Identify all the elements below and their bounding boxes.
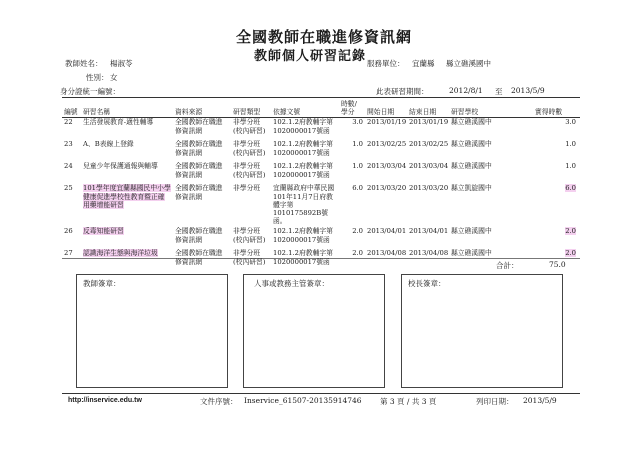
cell-no-text: 23: [64, 140, 73, 149]
cell-end: [407, 225, 449, 247]
cell-no: [62, 116, 81, 138]
cell-start: [365, 160, 407, 182]
service-unit-school: 縣立礁溪國中: [446, 59, 491, 68]
cell-doc: [271, 225, 339, 247]
cell-doc-text: 102.1.2府教輔字第1020000017號函: [273, 162, 333, 179]
cell-school-text: 縣立礁溪國中: [451, 140, 492, 149]
cell-earned-text: 1.0: [565, 140, 576, 149]
cell-source: [173, 116, 231, 138]
cell-start: [365, 247, 407, 269]
col-header-school: 研習學校: [451, 108, 479, 117]
cell-type-text: 非學分班: [233, 184, 261, 193]
table-row: [62, 116, 578, 138]
cell-start-text: 2013/03/20: [367, 184, 407, 193]
cell-end: [407, 247, 449, 269]
cell-type: [231, 225, 271, 247]
cell-end-text: 2013/03/20: [409, 184, 449, 193]
gender-label: 性別：: [86, 73, 109, 82]
cell-no: [62, 225, 81, 247]
print-date-label: 列印日期：: [476, 397, 514, 406]
cell-doc: [271, 138, 339, 160]
cell-type-text: 非學分班(校內研習): [233, 249, 266, 266]
col-header-name: 研習名稱: [83, 108, 111, 117]
cell-school-text: 縣立礁溪國中: [451, 249, 492, 258]
cell-school: [449, 247, 533, 269]
cell-name: [81, 182, 173, 225]
table-row: [62, 138, 578, 160]
cell-school: [449, 225, 533, 247]
cell-name-text: 生活發展教育-適性輔導: [83, 118, 154, 127]
cell-source-text: 全國教師在職進修資訊網: [175, 162, 223, 179]
cell-hours: [339, 138, 365, 160]
cell-type-text: 非學分班(校內研習): [233, 162, 266, 179]
footer-rule: [62, 393, 580, 394]
cell-source-text: 全國教師在職進修資訊網: [175, 227, 223, 244]
teacher-signature-label: 教師簽章：: [83, 279, 121, 288]
total-value: 75.0: [549, 260, 566, 269]
col-header-no: 編號: [64, 108, 78, 117]
doc-serial-number: Inservice_61507-20135914746: [244, 396, 362, 405]
cell-hours-text: 1.0: [352, 140, 363, 149]
cell-source: [173, 138, 231, 160]
col-header-end: 結束日期: [409, 108, 437, 117]
cell-hours: [339, 160, 365, 182]
cell-no: [62, 247, 81, 269]
cell-school: [449, 116, 533, 138]
cell-start-text: 2013/02/25: [367, 140, 407, 149]
cell-earned: [533, 182, 578, 225]
supervisor-signature-label: 人事或教務主管簽章：: [254, 279, 329, 288]
cell-doc: [271, 247, 339, 269]
cell-earned-text: 6.0: [565, 184, 576, 193]
cell-name-text: 認識海洋生態與海洋垃圾: [83, 249, 158, 258]
cell-end: [407, 160, 449, 182]
service-unit-county: 宜蘭縣: [412, 59, 435, 68]
cell-type-text: 非學分班(校內研習): [233, 140, 266, 157]
cell-no-text: 26: [64, 227, 73, 236]
gender-value: 女: [110, 73, 118, 82]
cell-doc-text: 102.1.2府教輔字第1020000017號函: [273, 227, 333, 244]
cell-start: [365, 225, 407, 247]
cell-source-text: 全國教師在職進修資訊網: [175, 118, 223, 135]
cell-doc: [271, 116, 339, 138]
principal-signature-box: [401, 274, 563, 388]
cell-name: [81, 160, 173, 182]
cell-doc: [271, 182, 339, 225]
cell-hours: [339, 247, 365, 269]
cell-name-text: 反毒知能研習: [83, 227, 124, 236]
cell-doc: [271, 160, 339, 182]
cell-hours-text: 3.0: [352, 118, 363, 127]
cell-end: [407, 116, 449, 138]
cell-source: [173, 160, 231, 182]
col-header-earned: 實得時數: [535, 108, 563, 117]
cell-earned-text: 1.0: [565, 162, 576, 171]
table-row: [62, 225, 578, 247]
cell-name: [81, 116, 173, 138]
cell-end-text: 2013/04/01: [409, 227, 449, 236]
principal-signature-label: 校長簽章：: [408, 279, 446, 288]
cell-type-text: 非學分班(校內研習): [233, 227, 266, 244]
cell-source: [173, 247, 231, 269]
cell-start-text: 2013/04/08: [367, 249, 407, 258]
records-table: [62, 100, 578, 269]
cell-name: [81, 225, 173, 247]
cell-no-text: 27: [64, 249, 73, 258]
cell-source-text: 全國教師在職進修資訊網: [175, 249, 223, 266]
cell-end-text: 2013/04/08: [409, 249, 449, 258]
teacher-name: 楊淑苓: [110, 59, 133, 68]
cell-name-text: 101學年度宜蘭縣國民中小學健康促進學校性教育暨正確用藥增能研習: [83, 184, 171, 209]
cell-source: [173, 225, 231, 247]
cell-doc-text: 102.1.2府教輔字第1020000017號函: [273, 249, 333, 266]
table-header-row: [62, 100, 578, 116]
cell-hours-text: 6.0: [352, 184, 363, 193]
cell-no-text: 25: [64, 184, 73, 193]
supervisor-signature-box: [243, 274, 385, 388]
cell-type: [231, 116, 271, 138]
cell-school-text: 縣立凱旋國中: [451, 184, 492, 193]
cell-school: [449, 138, 533, 160]
table-top-rule: [62, 97, 580, 98]
cell-hours-text: 2.0: [352, 227, 363, 236]
cell-type: [231, 182, 271, 225]
service-unit-label: 服務單位：: [367, 59, 405, 68]
cell-hours: [339, 116, 365, 138]
cell-name-text: 兒童少年保護通報與輔導: [83, 162, 158, 171]
cell-doc-text: 102.1.2府教輔字第1020000017號函: [273, 140, 333, 157]
cell-earned: [533, 138, 578, 160]
cell-no: [62, 182, 81, 225]
cell-school-text: 縣立礁溪國中: [451, 118, 492, 127]
cell-earned-text: 3.0: [565, 118, 576, 127]
period-to: 至: [495, 87, 503, 96]
cell-earned-text: 2.0: [565, 249, 576, 258]
cell-earned: [533, 160, 578, 182]
cell-hours-text: 1.0: [352, 162, 363, 171]
page-indicator: 第 3 頁 / 共 3 頁: [380, 397, 437, 406]
cell-start: [365, 138, 407, 160]
col-header-doc: 依據文號: [273, 108, 301, 117]
cell-type-text: 非學分班(校內研習): [233, 118, 266, 135]
col-header-start: 開始日期: [367, 108, 395, 117]
cell-end: [407, 182, 449, 225]
cell-type: [231, 160, 271, 182]
col-header-source: 資料來源: [175, 108, 203, 117]
cell-type: [231, 247, 271, 269]
print-date: 2013/5/9: [523, 396, 557, 405]
cell-start-text: 2013/01/19: [367, 118, 407, 127]
teacher-signature-box: [76, 274, 228, 388]
period-label: 此表研習期間：: [376, 87, 429, 96]
cell-hours: [339, 182, 365, 225]
cell-school: [449, 182, 533, 225]
cell-school-text: 縣立礁溪國中: [451, 162, 492, 171]
cell-earned-text: 2.0: [565, 227, 576, 236]
doc-serial-label: 文件序號：: [200, 397, 238, 406]
period-start: 2012/8/1: [449, 86, 483, 95]
cell-start-text: 2013/04/01: [367, 227, 407, 236]
cell-no: [62, 160, 81, 182]
period-end: 2013/5/9: [511, 86, 545, 95]
site-url: http://inservice.edu.tw: [68, 397, 142, 404]
cell-no: [62, 138, 81, 160]
cell-name: [81, 138, 173, 160]
cell-end: [407, 138, 449, 160]
cell-type: [231, 138, 271, 160]
id-number-label: 身分證統一編號：: [60, 87, 120, 96]
col-header-hours: 時數/學分: [341, 100, 357, 117]
cell-earned: [533, 225, 578, 247]
cell-end-text: 2013/01/19: [409, 118, 449, 127]
cell-source-text: 全國教師在職進修資訊網: [175, 140, 223, 157]
cell-name: [81, 247, 173, 269]
col-header-type: 研習類型: [233, 108, 261, 117]
cell-earned: [533, 116, 578, 138]
document-title: 全國教師在職進修資訊網: [236, 28, 413, 46]
cell-end-text: 2013/02/25: [409, 140, 449, 149]
cell-school: [449, 160, 533, 182]
cell-hours-text: 2.0: [352, 249, 363, 258]
cell-doc-text: 宜蘭縣政府中華民國101年11月7日府教體字第1010175892B號函。: [273, 184, 335, 226]
table-row: [62, 182, 578, 225]
cell-end-text: 2013/03/04: [409, 162, 449, 171]
cell-hours: [339, 225, 365, 247]
cell-source: [173, 182, 231, 225]
cell-no-text: 22: [64, 118, 73, 127]
document-subtitle: 教師個人研習記錄: [254, 49, 367, 64]
cell-name-text: A、B表線上登錄: [83, 140, 134, 149]
cell-source-text: 全國教師在職進修資訊網: [175, 184, 223, 201]
cell-start: [365, 116, 407, 138]
table-row: [62, 160, 578, 182]
cell-doc-text: 102.1.2府教輔字第1020000017號函: [273, 118, 333, 135]
cell-school-text: 縣立礁溪國中: [451, 227, 492, 236]
total-label: 合計：: [496, 261, 519, 270]
teacher-name-label: 教師姓名：: [65, 59, 103, 68]
cell-start-text: 2013/03/04: [367, 162, 407, 171]
cell-no-text: 24: [64, 162, 73, 171]
cell-start: [365, 182, 407, 225]
